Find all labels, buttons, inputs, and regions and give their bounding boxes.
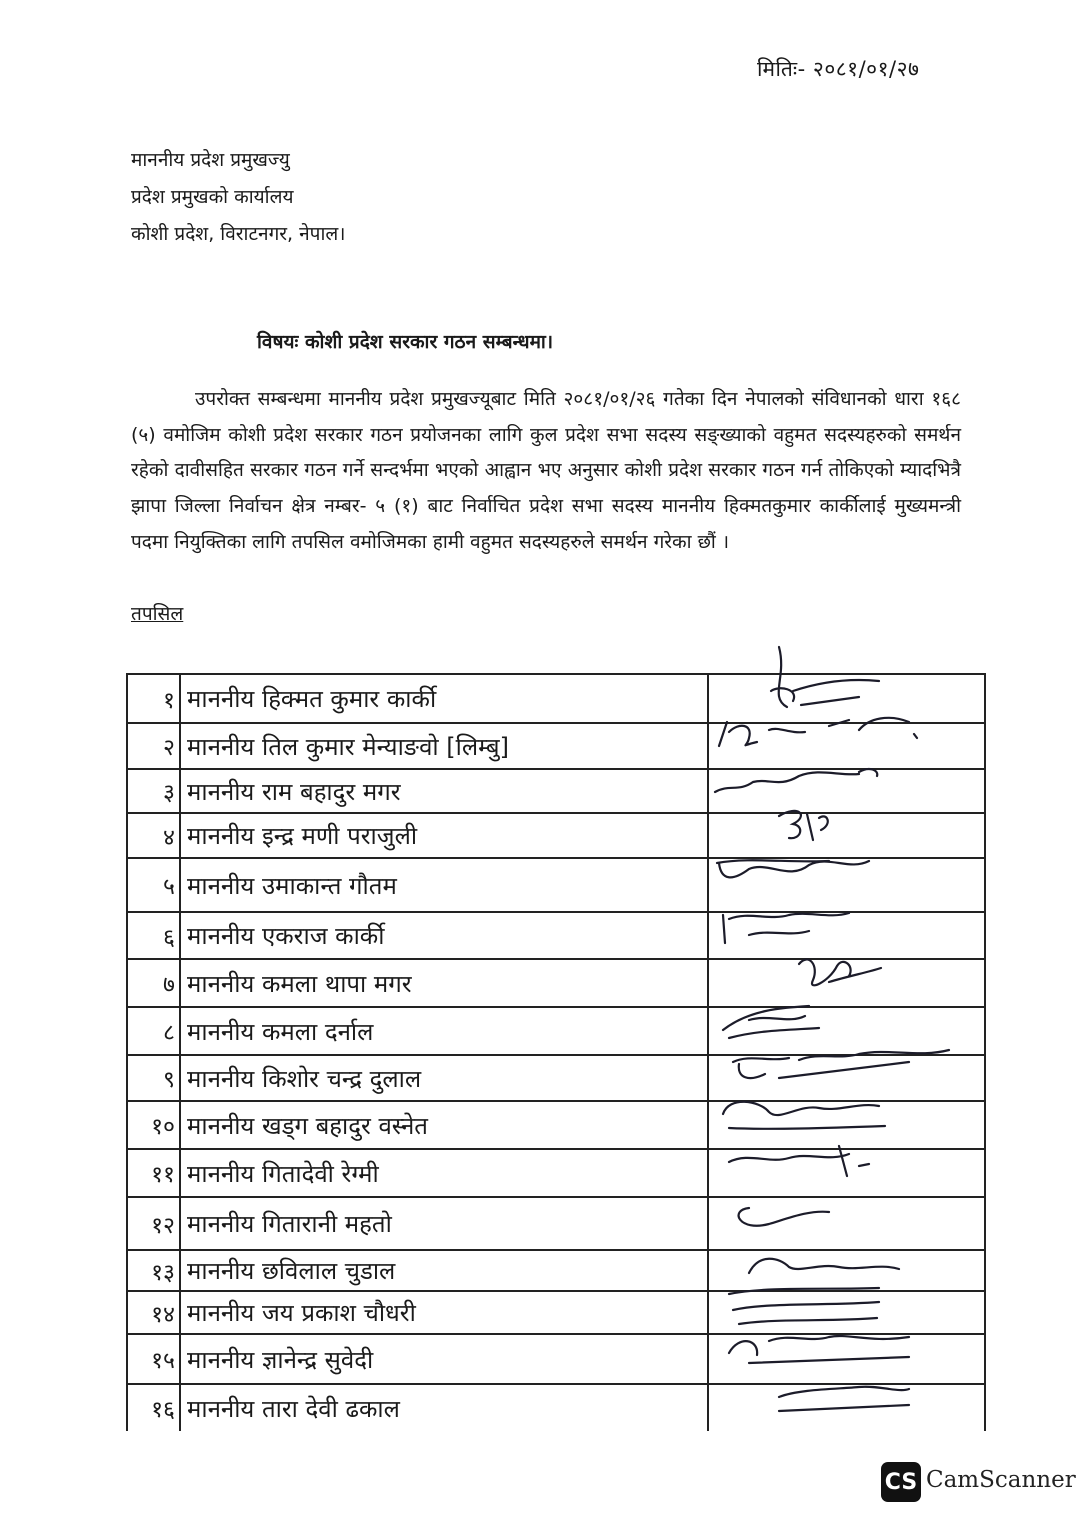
signature-stroke (739, 1208, 829, 1226)
signature-stroke (779, 811, 828, 840)
handwritten-signature (709, 762, 969, 812)
member-name: माननीय हिक्मत कुमार कार्की (181, 675, 709, 722)
signature-stroke (729, 1288, 879, 1324)
member-name: माननीय खड्ग बहादुर वस्नेत (181, 1102, 709, 1148)
signature-stroke (729, 1336, 909, 1363)
member-name: माननीय एकराज कार्की (181, 913, 709, 958)
handwritten-signature (709, 905, 969, 955)
member-number: १० (128, 1102, 181, 1148)
signature-stroke (715, 769, 877, 792)
address-line-3: कोशी प्रदेश, विराटनगर, नेपाल। (131, 223, 346, 245)
handwritten-signature (709, 667, 969, 717)
signature-cell (709, 1198, 984, 1249)
member-name: माननीय उमाकान्त गौतम (181, 859, 709, 911)
member-number: ४ (128, 814, 181, 857)
member-number: १४ (128, 1292, 181, 1333)
member-number: ७ (128, 960, 181, 1006)
member-number: ११ (128, 1150, 181, 1196)
camscanner-name: CamScanner (926, 1467, 1076, 1493)
signature-cell (709, 859, 984, 911)
signature-stroke (729, 1146, 869, 1176)
handwritten-signature (709, 1048, 969, 1098)
subject-line: विषयः कोशी प्रदेश सरकार गठन सम्बन्धमा। (257, 331, 554, 353)
member-name: माननीय किशोर चन्द्र दुलाल (181, 1056, 709, 1100)
member-number: १२ (128, 1198, 181, 1249)
signature-cell (709, 1335, 984, 1383)
member-number: २ (128, 724, 181, 768)
signature-stroke (749, 1259, 899, 1273)
member-number: १६ (128, 1385, 181, 1431)
member-number: १५ (128, 1335, 181, 1383)
signature-stroke (723, 1006, 819, 1038)
address-line-2: प्रदेश प्रमुखको कार्यालय (131, 186, 294, 208)
handwritten-signature (709, 1190, 969, 1240)
handwritten-signature (709, 806, 969, 856)
handwritten-signature (709, 1094, 969, 1144)
body-paragraph: उपरोक्त सम्बन्धमा माननीय प्रदेश प्रमुखज्यूबाट मिति २०८१/०१/२६ गतेका दिन नेपालको संविधानको धारा १६८ (५) वमोजिम कोशी प्रदेश सरकार गठन प्रयोजनका लागि कुल प्रदेश सभा सदस्य सङ्ख्याको वहुमत सदस्यहरुको समर्थन रहेको दावीसहित सरकार गठन गर्ने सन्दर्भमा भएको आह्वान भए अनुसार कोशी प्रदेश सरकार गठन गर्न तोकिएको म्यादभित्रै झापा जिल्ला निर्वाचन क्षेत्र नम्बर- ५ (१) बाट निर्वाचित प्रदेश सभा सदस्य माननीय हिक्मतकुमार कार्कीलाई मुख्यमन्त्री पदमा नियुक्तिका लागि तपसिल वमोजिमका हामी वहुमत सदस्यहरुले समर्थन गरेका छौं । (131, 388, 961, 553)
member-number: ९ (128, 1056, 181, 1100)
member-name: माननीय राम बहादुर मगर (181, 770, 709, 812)
member-name: माननीय गितादेवी रेग्मी (181, 1150, 709, 1196)
member-number: ३ (128, 770, 181, 812)
members-table (126, 673, 986, 1431)
signature-stroke (723, 1102, 885, 1129)
signature-cell (709, 675, 984, 722)
tapasil-heading: तपसिल (131, 603, 184, 625)
signature-stroke (733, 1050, 949, 1078)
member-name: माननीय छविलाल चुडाल (181, 1251, 709, 1290)
handwritten-signature (709, 851, 969, 901)
handwritten-signature (709, 1327, 969, 1377)
table-row (128, 1385, 984, 1431)
date-line: मितिः- २०८१/०१/२७ (757, 57, 920, 81)
member-name: माननीय तिल कुमार मेन्याङवो [लिम्बु] (181, 724, 709, 768)
signature-stroke (779, 1387, 909, 1411)
address-line-1: माननीय प्रदेश प्रमुखज्यु (131, 149, 290, 171)
signature-stroke (717, 860, 869, 877)
member-number: ८ (128, 1008, 181, 1054)
handwritten-signature (709, 952, 969, 1002)
member-name: माननीय तारा देवी ढकाल (181, 1385, 709, 1431)
member-name: माननीय जय प्रकाश चौधरी (181, 1292, 709, 1333)
camscanner-logo: CS (881, 1462, 921, 1502)
member-number: १ (128, 675, 181, 722)
handwritten-signature (709, 1142, 969, 1192)
member-number: ५ (128, 859, 181, 911)
signature-stroke (723, 913, 849, 943)
member-number: १३ (128, 1251, 181, 1290)
handwritten-signature (709, 716, 969, 766)
handwritten-signature (709, 1377, 969, 1427)
member-name: माननीय इन्द्र मणी पराजुली (181, 814, 709, 857)
member-name: माननीय गितारानी महतो (181, 1198, 709, 1249)
member-number: ६ (128, 913, 181, 958)
signature-stroke (719, 718, 917, 746)
member-name: माननीय कमला थापा मगर (181, 960, 709, 1006)
handwritten-signature (709, 1000, 969, 1050)
signature-stroke (771, 647, 879, 707)
signature-stroke (799, 959, 881, 985)
signature-cell (709, 1385, 984, 1431)
member-name: माननीय ज्ञानेन्द्र सुवेदी (181, 1335, 709, 1383)
member-name: माननीय कमला दर्नाल (181, 1008, 709, 1054)
recipient-address (131, 142, 345, 253)
